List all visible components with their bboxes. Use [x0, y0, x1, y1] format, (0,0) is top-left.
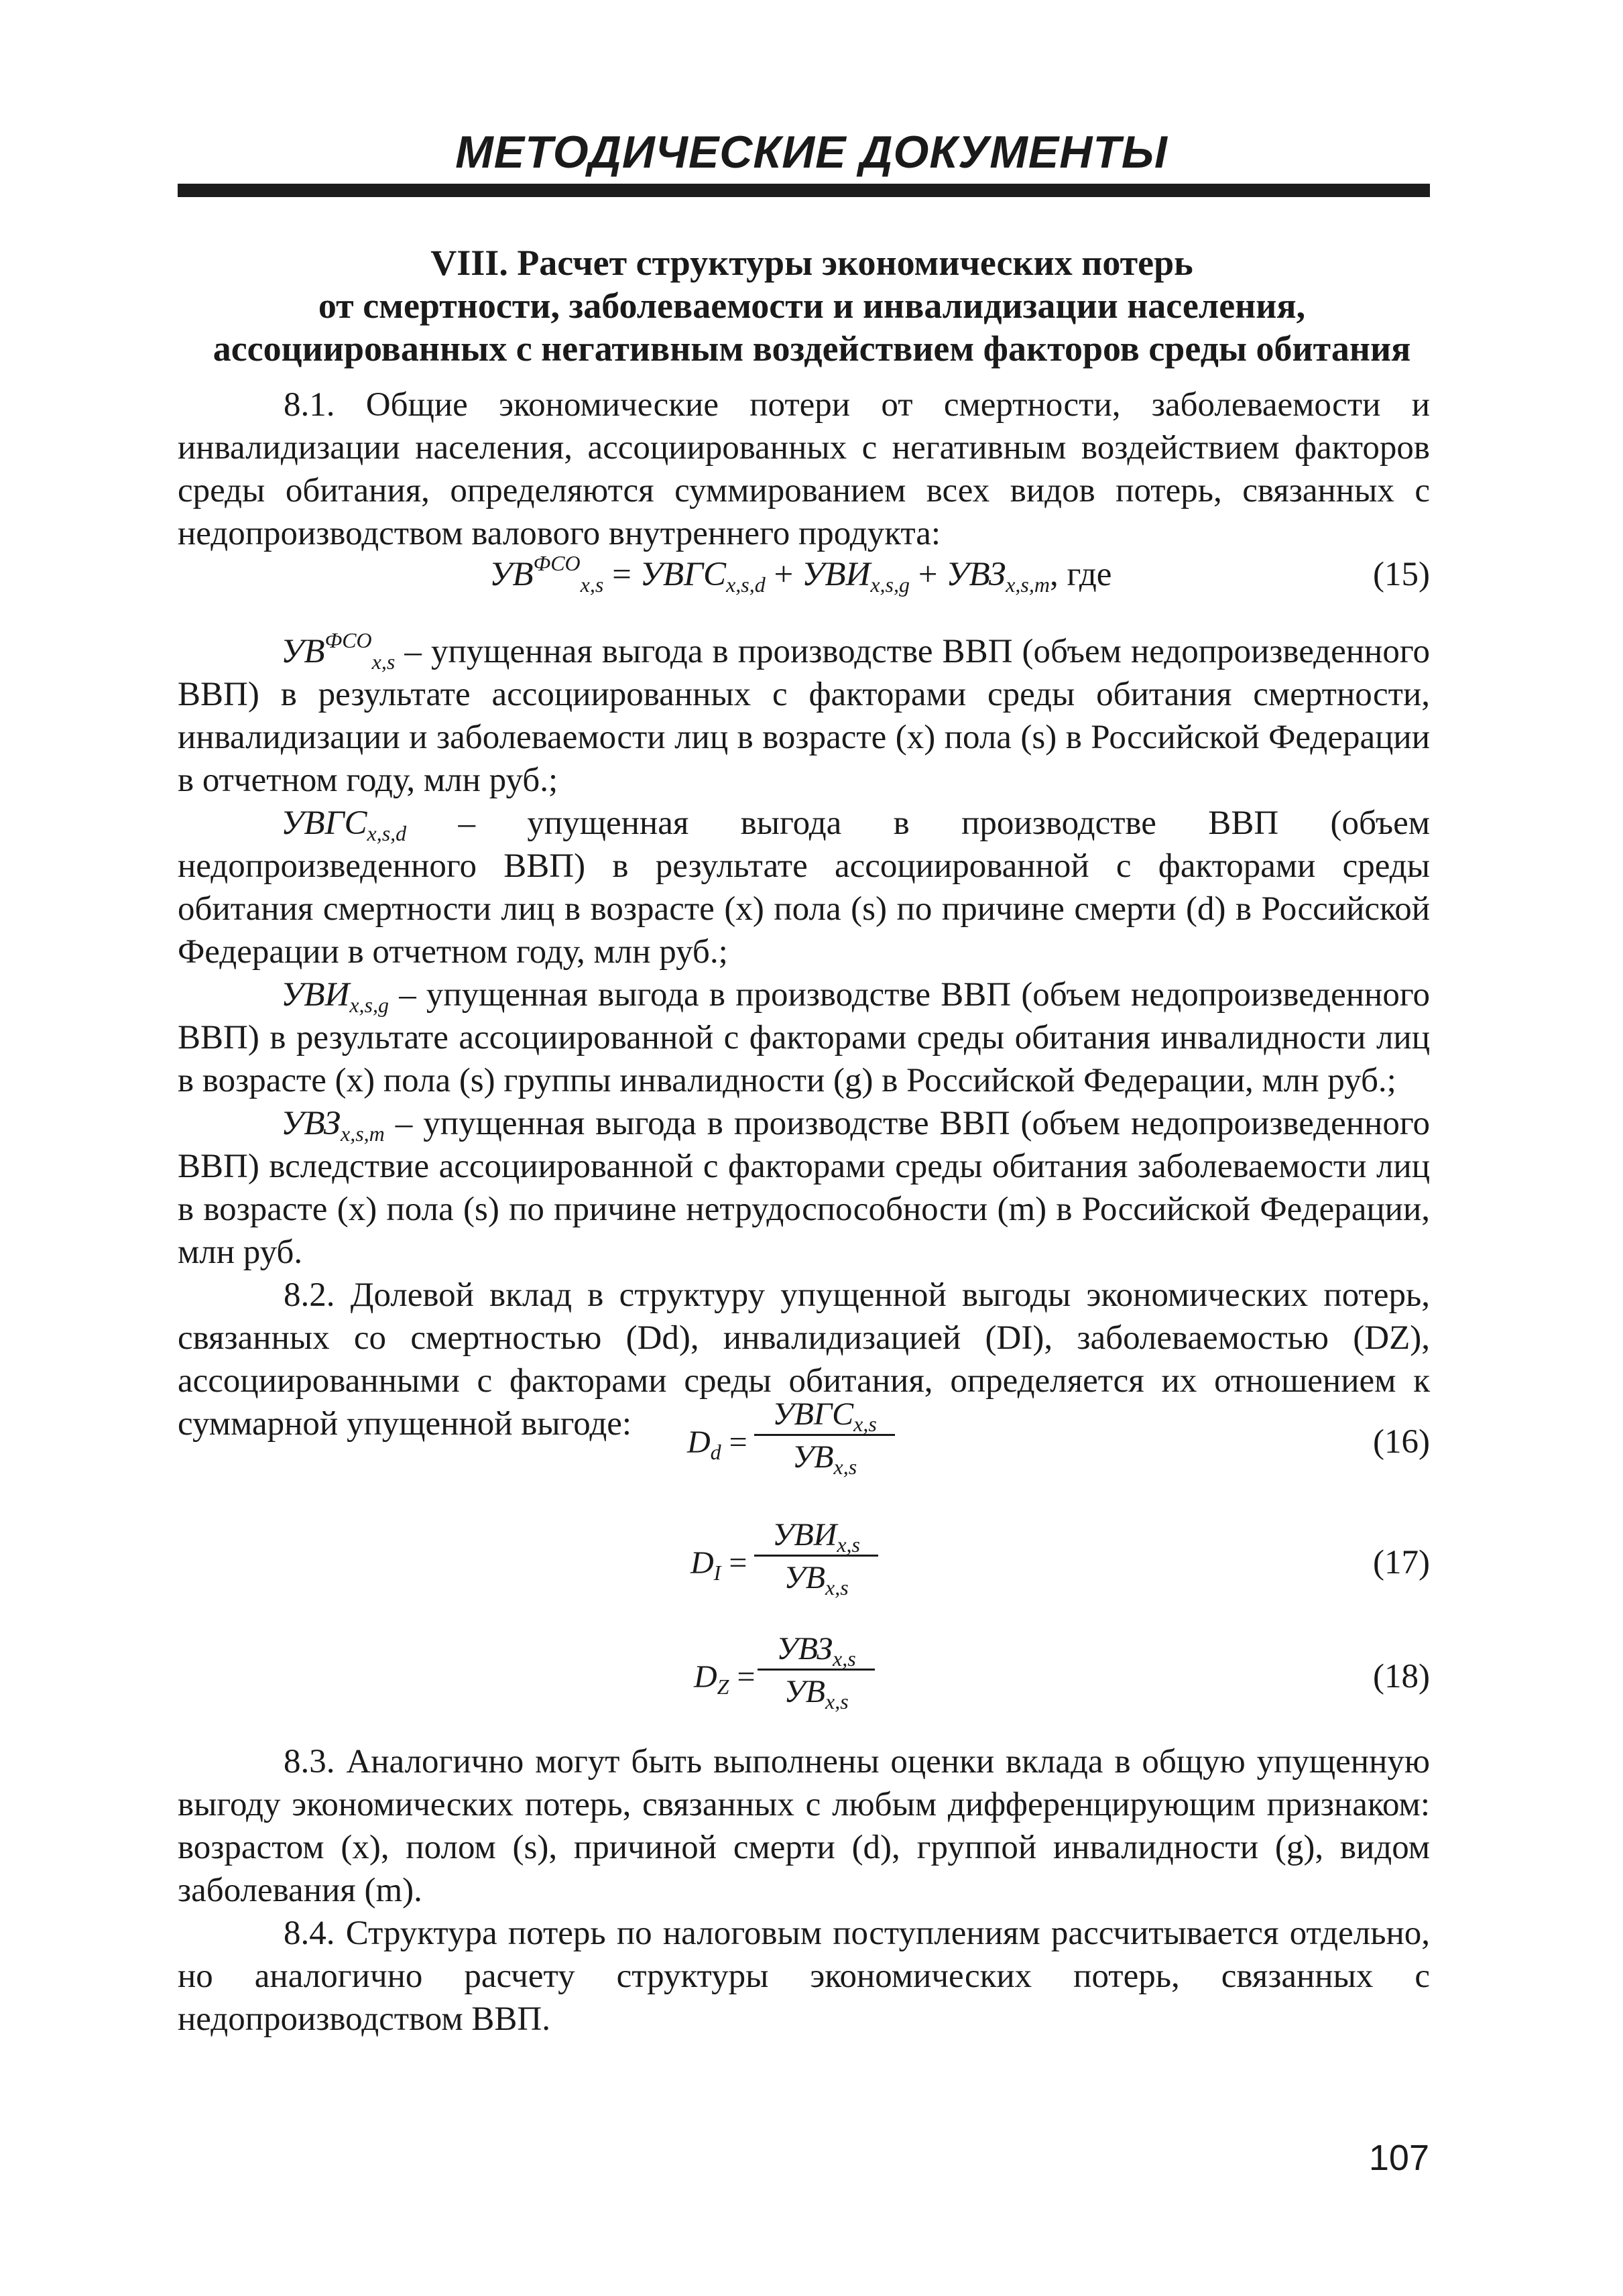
definition-symbol: УВГС	[281, 804, 367, 842]
running-head: МЕТОДИЧЕСКИЕ ДОКУМЕНТЫ	[455, 127, 1168, 178]
definition-uvgs	[178, 802, 1430, 973]
page-number: 107	[1368, 2138, 1429, 2178]
definition-symbol: УВ	[281, 633, 325, 670]
header-rule	[178, 184, 1430, 197]
formula-lhs: $D_Z$ =	[694, 1659, 756, 1699]
formula-fraction: $УВГС_{x,s}$ $УВ_{x,s}$	[754, 1396, 895, 1475]
formula-fraction: $УВИ_{x,s}$ $УВ_{x,s}$	[754, 1516, 878, 1596]
formula-subscript: x,s	[580, 572, 604, 597]
definition-subscript: x,s,m	[340, 1122, 385, 1146]
formula-18	[178, 1624, 1430, 1724]
formula-subscript: x,s,g	[870, 572, 910, 597]
formula-number: (15)	[1373, 556, 1430, 593]
section-title-line: ассоциированных с негативным воздействием факторов среды обитания	[213, 328, 1411, 369]
definition-text: – упущенная выгода в производстве ВВП (объем недопроизведенного ВВП) вследствие ассоциированной с факторами среды обитания заболеваемости лиц в возрасте (x) пола (s) по причине нетрудоспособности (m) в Российской Федерации, млн руб.	[178, 1105, 1430, 1271]
formula-number: (16)	[1373, 1423, 1430, 1461]
formula-where: , где	[1049, 556, 1112, 593]
formula-symbol: УВГС	[640, 556, 727, 593]
formula-lhs: $D_I$ =	[690, 1545, 747, 1585]
formula-15-expression: $УВ^{ФСО}_{x,s}$ = $УВГС_{x,s,d} + УВИ_{x,s,g} + УВЗ_{x,s,m}$, где	[489, 551, 1112, 597]
section-title-line: от смертности, заболеваемости и инвалидизации населения,	[318, 286, 1306, 326]
definition-uvz	[178, 1102, 1430, 1274]
definition-subscript: x,s	[371, 650, 396, 674]
paragraph-8-1: 8.1. Общие экономические потери от смертности, заболеваемости и инвалидизации населения, ассоциированных с негативным воздействием факторов среды обитания, определяются суммированием всех видов потерь, связанных с недопроизводством валового внутреннего продукта:	[178, 386, 1430, 552]
formula-superscript: ФСО	[533, 551, 581, 575]
paragraph-8-4: 8.4. Структура потерь по налоговым поступлениям рассчитывается отдельно, но аналогично расчету структуры экономических потерь, связанных с недопроизводством ВВП.	[178, 1915, 1430, 2038]
definition-subscript: x,s,d	[367, 821, 407, 845]
formula-symbol: УВ	[489, 556, 534, 593]
formula-17	[178, 1510, 1430, 1610]
formula-subscript: x,s,d	[726, 572, 766, 597]
paragraph-8-3: 8.3. Аналогично могут быть выполнены оценки вклада в общую упущенную выгоду экономических потерь, связанных с любым дифференцирующим признаком: возрастом (x), полом (s), причиной смерти (d), группой инвалидности (g), видом заболевания (m).	[178, 1743, 1430, 1909]
definition-symbol: УВЗ	[281, 1105, 341, 1142]
section-title	[161, 241, 1463, 370]
formula-subscript: x,s,m	[1006, 572, 1050, 597]
definition-superscript: ФСО	[324, 628, 372, 652]
formula-16	[178, 1389, 1430, 1490]
definition-text: – упущенная выгода в производстве ВВП (объем недопроизведенного ВВП) в результате ассоциированной с факторами среды обитания смертности лиц в возрасте (x) пола (s) по причине смерти (d) в Российской Федерации в отчетном году, млн руб.;	[178, 804, 1430, 971]
formula-symbol: УВИ	[802, 556, 871, 593]
definition-text: – упущенная выгода в производстве ВВП (объем недопроизведенного ВВП) в результате ассоциированной с факторами среды обитания инвалидности лиц в возрасте (x) пола (s) группы инвалидности (g) в Российской Федерации, млн руб.;	[178, 976, 1430, 1099]
formula-15	[178, 551, 1430, 609]
formula-fraction: $УВЗ_{x,s}$ $УВ_{x,s}$	[758, 1630, 875, 1710]
definition-uvi	[178, 973, 1430, 1102]
formula-lhs: $D_d$ =	[687, 1425, 747, 1464]
definition-subscript: x,s,g	[349, 993, 389, 1017]
definition-text: – упущенная выгода в производстве ВВП (объем недопроизведенного ВВП) в результате ассоциированных с факторами среды обитания смертности, инвалидизации и заболеваемости лиц в возрасте (x) пола (s) в Российской Федерации в отчетном году, млн руб.;	[178, 633, 1430, 799]
paragraph-8-2: 8.2. Долевой вклад в структуру упущенной выгоды экономических потерь, связанных со смертностью (Dd), инвалидизацией (DI), заболеваемостью (DZ), ассоциированными с факторами среды обитания, определяется их отношением к суммарной упущенной выгоде:	[178, 1276, 1430, 1443]
definition-symbol: УВИ	[281, 976, 350, 1014]
definition-uv-fso	[178, 630, 1430, 802]
formula-number: (17)	[1373, 1544, 1430, 1581]
formula-number: (18)	[1373, 1658, 1430, 1695]
section-title-line: VIII. Расчет структуры экономических потерь	[430, 243, 1193, 283]
formula-symbol: УВЗ	[946, 556, 1006, 593]
